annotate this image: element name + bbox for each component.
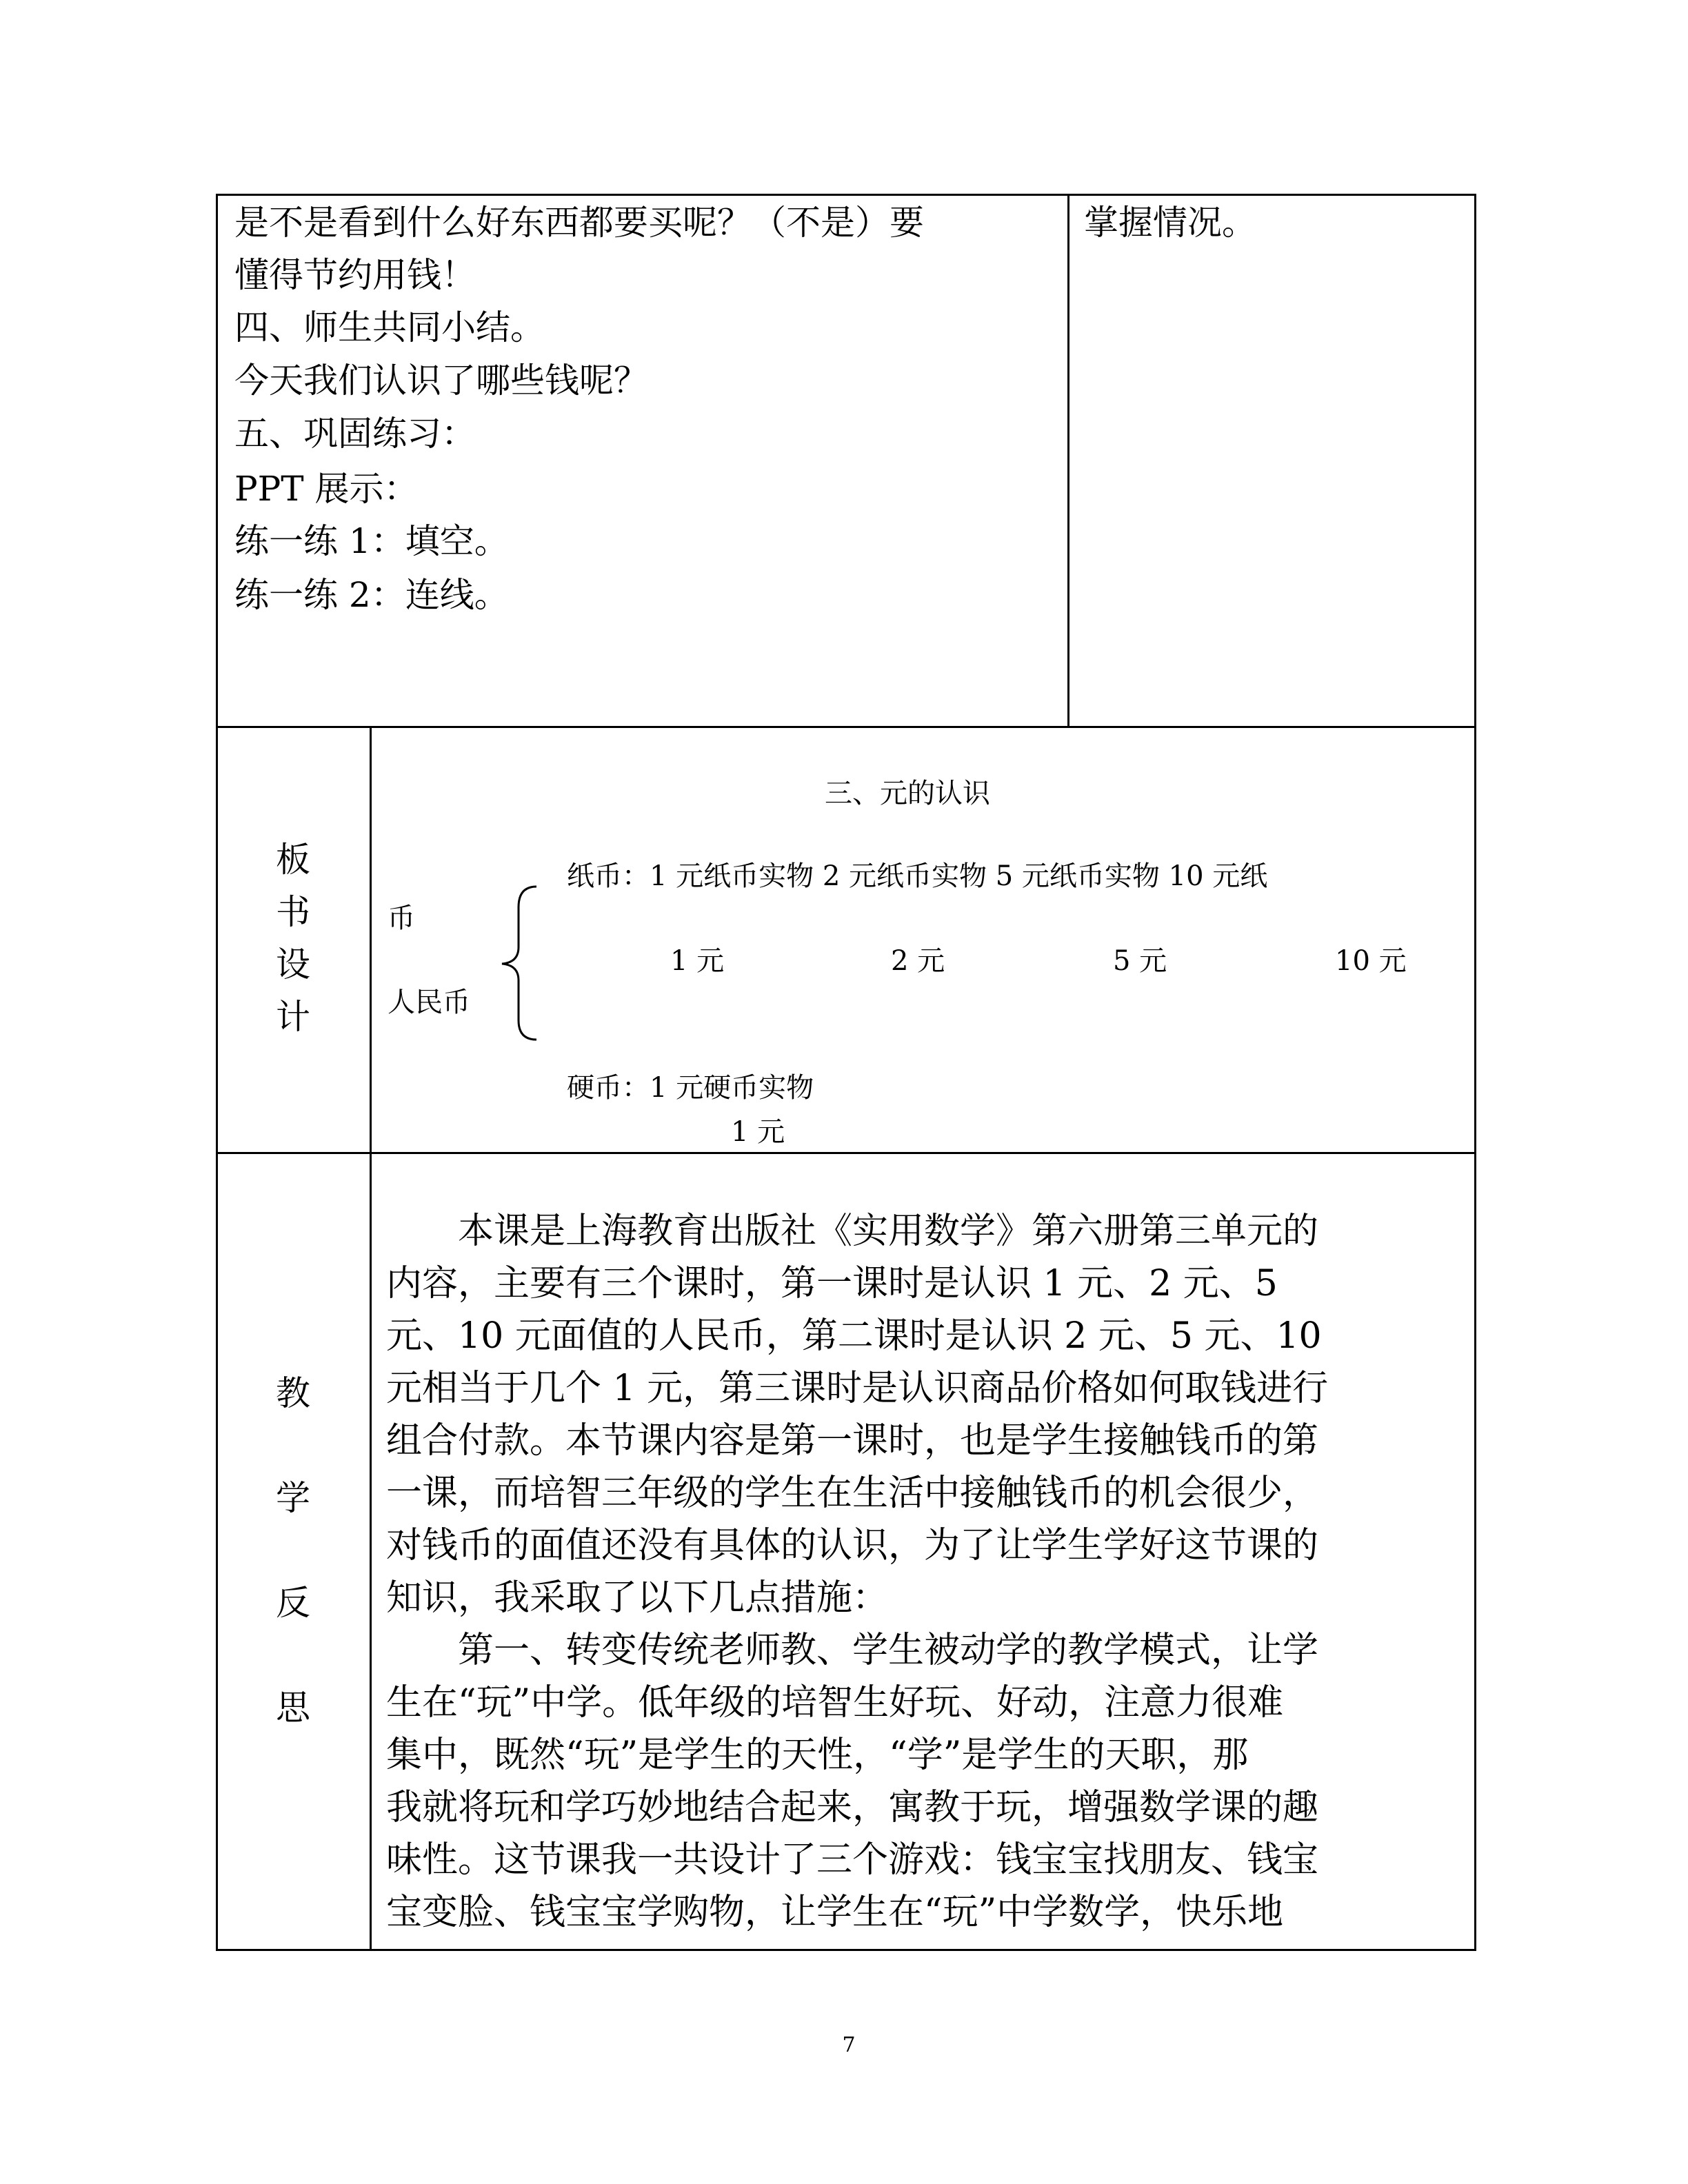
reflection-line-4: 元相当于几个 1 元，第三课时是认识商品价格如何取钱进行 bbox=[386, 1368, 1329, 1409]
board-label-char-4: 计 bbox=[276, 997, 310, 1037]
table-border-bottom bbox=[216, 1949, 1476, 1951]
page-number: 7 bbox=[842, 2033, 856, 2057]
paper-money-row-wrap: 币 bbox=[388, 902, 415, 934]
top-line-1: 是不是看到什么好东西都要买呢？（不是）要 bbox=[234, 203, 924, 243]
paper-money-row: 纸币：1 元纸币实物 2 元纸币实物 5 元纸币实物 10 元纸 bbox=[567, 860, 1268, 892]
row-divider-1 bbox=[216, 726, 1476, 728]
reflection-line-1: 本课是上海教育出版社《实用数学》第六册第三单元的 bbox=[386, 1211, 1319, 1252]
board-label-char-2: 书 bbox=[276, 892, 310, 932]
reflection-line-6: 一课，而培智三年级的学生在生活中接触钱币的机会很少， bbox=[386, 1473, 1319, 1514]
board-label-char-3: 设 bbox=[276, 944, 310, 984]
reflection-line-13: 味性。这节课我一共设计了三个游戏：钱宝宝找朋友、钱宝 bbox=[386, 1839, 1319, 1881]
row-divider-2 bbox=[216, 1152, 1476, 1154]
paper-value-2: 2 元 bbox=[891, 945, 945, 977]
reflection-line-12: 我就将玩和学巧妙地结合起来，寓教于玩，增强数学课的趣 bbox=[386, 1787, 1319, 1828]
reflection-line-9: 第一、转变传统老师教、学生被动学的教学模式，让学 bbox=[386, 1630, 1319, 1671]
reflection-line-3: 元、10 元面值的人民币，第二课时是认识 2 元、5 元、10 bbox=[386, 1315, 1322, 1357]
table-border-left bbox=[216, 194, 218, 1951]
top-line-6: PPT 展示： bbox=[234, 469, 419, 509]
brace-icon bbox=[495, 884, 543, 1042]
reflection-label-char-4: 思 bbox=[276, 1688, 310, 1728]
reflection-line-7: 对钱币的面值还没有具体的认识，为了让学生学好这节课的 bbox=[386, 1525, 1319, 1566]
reflection-label-char-2: 学 bbox=[276, 1478, 310, 1518]
top-line-4: 今天我们认识了哪些钱呢？ bbox=[234, 361, 648, 401]
paper-value-1: 1 元 bbox=[670, 945, 725, 977]
root-label-rmb: 人民币 bbox=[388, 987, 470, 1018]
top-right-cell-text: 掌握情况。 bbox=[1084, 203, 1256, 243]
table-border-right bbox=[1474, 194, 1476, 1951]
reflection-label-char-1: 教 bbox=[276, 1373, 310, 1413]
board-label-char-1: 板 bbox=[276, 840, 310, 880]
reflection-line-8: 知识，我采取了以下几点措施： bbox=[386, 1577, 889, 1619]
coin-value: 1 元 bbox=[731, 1116, 785, 1148]
column-divider-label bbox=[370, 726, 372, 1951]
reflection-label-char-3: 反 bbox=[276, 1583, 310, 1623]
column-divider-top bbox=[1067, 194, 1069, 727]
coin-row: 硬币：1 元硬币实物 bbox=[567, 1072, 814, 1104]
reflection-line-10: 生在“玩”中学。低年级的培智生好玩、好动，注意力很难 bbox=[386, 1682, 1284, 1723]
reflection-line-2: 内容，主要有三个课时，第一课时是认识 1 元、2 元、5 bbox=[386, 1263, 1278, 1304]
top-line-8: 练一练 2：连线。 bbox=[234, 575, 509, 615]
top-line-3: 四、师生共同小结。 bbox=[234, 307, 545, 347]
paper-value-3: 5 元 bbox=[1113, 945, 1167, 977]
top-line-7: 练一练 1：填空。 bbox=[234, 521, 509, 561]
table-border-top bbox=[216, 194, 1476, 196]
top-line-5: 五、巩固练习： bbox=[234, 414, 476, 454]
top-line-2: 懂得节约用钱！ bbox=[234, 255, 476, 295]
board-title: 三、元的认识 bbox=[825, 778, 990, 809]
paper-value-4: 10 元 bbox=[1335, 945, 1407, 977]
reflection-line-11: 集中，既然“玩”是学生的天性，“学”是学生的天职，那 bbox=[386, 1735, 1249, 1776]
reflection-line-14: 宝变脸、钱宝宝学购物，让学生在“玩”中学数学，快乐地 bbox=[386, 1892, 1284, 1933]
reflection-line-5: 组合付款。本节课内容是第一课时，也是学生接触钱币的第 bbox=[386, 1420, 1319, 1462]
